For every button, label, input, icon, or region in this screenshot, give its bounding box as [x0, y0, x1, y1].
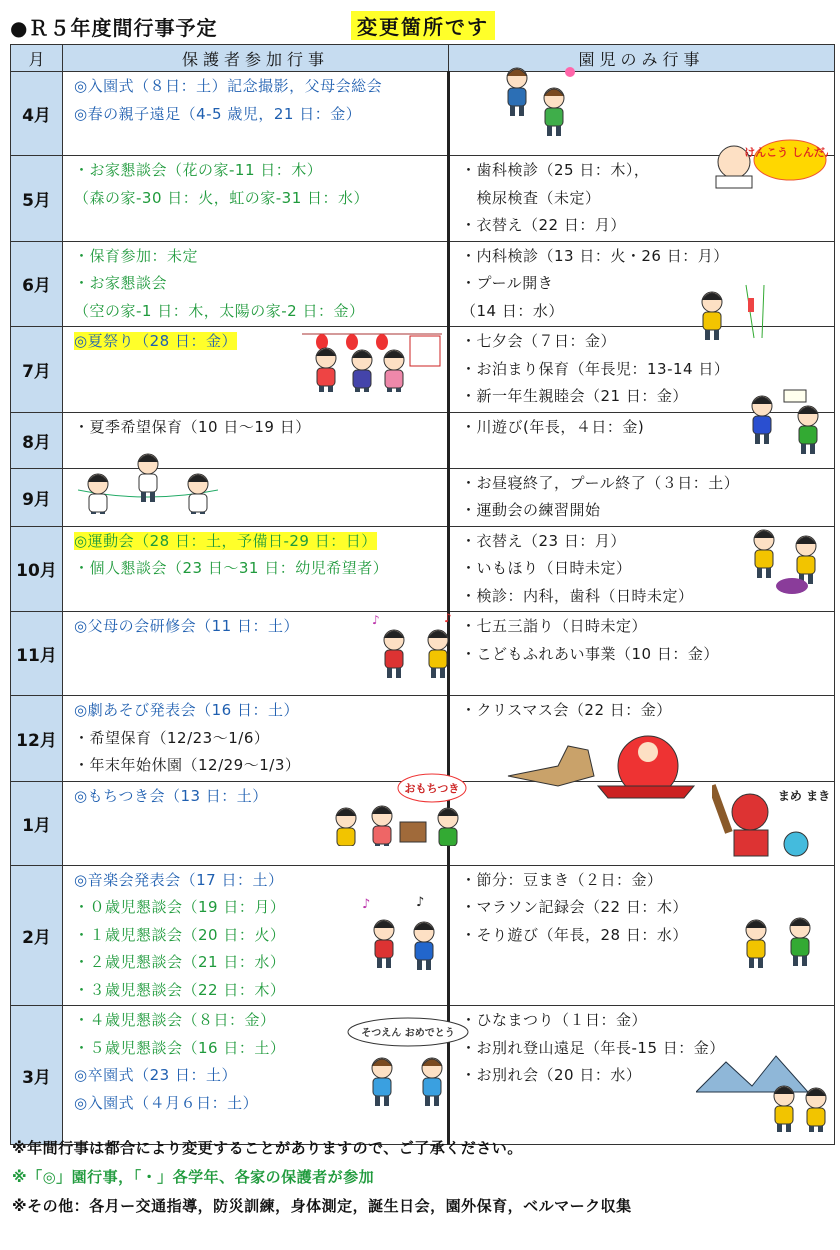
child-events-cell [449, 468, 835, 526]
mochi-art-text: おもちつき [404, 782, 460, 795]
month-label: 4月 [11, 72, 63, 156]
header-month: 月 [11, 45, 63, 72]
parent-events-cell [63, 526, 449, 612]
health-checkup-art-text: けんこう しんだん [744, 146, 828, 159]
parent-events-cell [63, 696, 449, 782]
event-line [451, 697, 833, 725]
event-line [451, 212, 833, 240]
mochi-illustration [330, 770, 470, 846]
event-text: ・節分：豆まき（２日：金） [461, 870, 663, 889]
event-text: ・衣替え（22 日：月） [461, 216, 626, 234]
event-line [451, 470, 833, 498]
event-line [64, 528, 446, 556]
event-text: ・１歳児懇談会（20 日：火） [74, 925, 286, 944]
month-row-apr [11, 72, 835, 156]
event-text: ・内科検診（13 日：火・26 日：月） [461, 246, 729, 265]
event-text: ・いもほり（日時未定） [461, 559, 632, 577]
svg-text:♪: ♪ [416, 895, 425, 910]
event-text: ・マラソン記録会（22 日：木） [461, 898, 688, 916]
month-row-oct [11, 526, 835, 612]
event-line [64, 270, 446, 298]
event-text: （14 日：水） [461, 301, 564, 320]
month-label: 5月 [11, 156, 63, 242]
event-text: ・保育参加：未定 [74, 246, 199, 265]
event-text: ・七夕会（７日：金） [461, 332, 617, 350]
event-text: ・お泊まり保育（年長児：13-14 日） [461, 359, 730, 378]
event-text: ・お別れ会（20 日：水） [461, 1066, 642, 1084]
event-line [64, 101, 446, 129]
event-text: ・新一年生親睦会（21 日：金） [461, 387, 688, 405]
doctor-illustration [712, 136, 828, 190]
event-line [64, 414, 446, 442]
event-text: ◎夏祭り（28 日：金） [74, 332, 237, 350]
event-text: ・お家懇談会 [74, 274, 168, 292]
event-text: ・お別れ登山遠足（年長-15 日：金） [461, 1038, 725, 1057]
month-label: 12月 [11, 696, 63, 782]
santa-illustration [498, 726, 704, 804]
svg-text:♪: ♪ [444, 612, 452, 625]
child-events-cell [449, 612, 835, 696]
event-text: ・プール開き [461, 274, 554, 292]
notes-section [12, 1134, 832, 1221]
event-line [451, 1007, 833, 1035]
month-label: 2月 [11, 865, 63, 1006]
potato-dig-illustration [740, 520, 832, 596]
event-text: ◎もちつき会（13 日：土） [74, 786, 268, 805]
changes-highlight-label: 変更箇所です [351, 11, 495, 40]
graduation-illustration [346, 1016, 470, 1112]
event-line [451, 298, 833, 326]
page-title: ●Ｒ５年度間行事予定 [10, 16, 218, 40]
month-label: 1月 [11, 781, 63, 865]
event-text: 検尿検査（未定） [461, 188, 601, 207]
event-text: ・４歳児懇談会（８日：金） [74, 1011, 276, 1029]
event-line [451, 328, 833, 356]
event-line [451, 867, 833, 895]
note-line [12, 1163, 832, 1192]
month-label: 9月 [11, 468, 63, 526]
svg-text:♪: ♪ [362, 897, 371, 912]
oni-illustration [712, 778, 830, 862]
note-legend: ※「◎」園行事，「・」各学年、各家の保護者が参加 [12, 1168, 375, 1186]
event-line [451, 356, 833, 384]
event-text: ・クリスマス会（22 日：金） [461, 701, 672, 719]
table-header-row [11, 45, 835, 72]
event-line [451, 243, 833, 271]
parent-events-cell [63, 156, 449, 242]
event-text: ・七五三詣り（日時未定） [461, 617, 648, 635]
event-line [64, 243, 446, 271]
music-kids-illustration [366, 612, 462, 688]
header-child-events: 園児のみ行事 [449, 45, 835, 72]
event-line [451, 270, 833, 298]
sleepover-illustration [740, 388, 832, 456]
graduation-art-text: そつえん おめでとう [361, 1028, 455, 1039]
note-line: ※その他：各月ー交通指導，防災訓練，身体測定，誕生日会，園外保育，ベルマーク収集 [12, 1197, 632, 1215]
festival-illustration [302, 326, 442, 392]
event-text: ◎劇あそび発表会（16 日：土） [74, 701, 299, 719]
event-line [64, 555, 446, 583]
month-label: 3月 [11, 1006, 63, 1145]
month-label: 8月 [11, 412, 63, 468]
event-text: ・こどもふれあい事業（10 日：金） [461, 644, 719, 663]
event-line [64, 697, 446, 725]
singing-kids-illustration [356, 892, 448, 976]
schedule-table [10, 44, 835, 1145]
event-line [64, 157, 446, 185]
event-text: ・川遊び(年長，４日：金) [461, 417, 645, 436]
event-line [64, 867, 446, 895]
event-text: ◎春の親子遠足（4-5 歳児，21 日：金） [74, 104, 362, 123]
event-text: ・２歳児懇談会（21 日：水） [74, 953, 286, 971]
note-line: ※年間行事は都合により変更することがありますので、ご了承ください。 [12, 1139, 523, 1157]
month-row-may [11, 156, 835, 242]
hiking-illustration [696, 1042, 832, 1132]
event-text: ・個人懇談会（23 日～31 日：幼児希望者） [74, 559, 389, 577]
event-text: ・お家懇談会（花の家-11 日：木） [74, 161, 323, 179]
event-text: ◎父母の会研修会（11 日：土） [74, 617, 299, 635]
event-line [64, 977, 446, 1005]
event-text: ・衣替え（23 日：月） [461, 531, 626, 550]
month-label: 11月 [11, 612, 63, 696]
event-line [64, 185, 446, 213]
parent-events-cell [63, 241, 449, 327]
event-line [64, 298, 446, 326]
tanabata-illustration [684, 280, 774, 340]
event-text: ・０歳児懇談会（19 日：月） [74, 898, 286, 916]
sports-kids-illustration [78, 444, 218, 514]
event-text: ・夏季希望保育（10 日～19 日） [74, 417, 311, 436]
event-line [64, 73, 446, 101]
event-text: ・希望保育（12/23～1/6） [74, 728, 270, 747]
event-text: ・そり遊び（年長，28 日：水） [461, 925, 688, 944]
event-text: ・運動会の練習開始 [461, 501, 601, 519]
month-label: 6月 [11, 241, 63, 327]
event-text: （森の家-30 日：火，虹の家-31 日：水） [74, 188, 370, 207]
event-text: （空の家-1 日：木，太陽の家-2 日：金） [74, 301, 365, 320]
event-line [451, 613, 833, 641]
event-text: ◎入園式（８日：土）記念撮影，父母会総会 [74, 77, 383, 95]
month-label: 7月 [11, 327, 63, 413]
month-label: 10月 [11, 526, 63, 612]
event-text: ◎音楽会発表会（17 日：土） [74, 870, 284, 889]
marathon-illustration [726, 904, 830, 982]
title-row [6, 8, 834, 40]
event-text: ・お昼寝終了，プール終了（３日：土） [461, 473, 740, 492]
event-text: ・年末年始休園（12/29～1/3） [74, 756, 301, 774]
event-line [64, 725, 446, 753]
event-text: ・３歳児懇談会（22 日：木） [74, 980, 286, 999]
mamemaki-art-text: まめ まき [777, 789, 830, 803]
header-parent-events: 保護者参加行事 [63, 45, 449, 72]
event-text: ・検診：内科，歯科（日時未定） [461, 586, 694, 605]
mother-child-illustration [492, 60, 582, 145]
event-text: ・５歳児懇談会（16 日：土） [74, 1038, 286, 1057]
parent-events-cell [63, 72, 449, 156]
month-row-dec [11, 696, 835, 782]
child-events-cell [449, 241, 835, 327]
event-text: ◎入園式（４月６日：土） [74, 1093, 259, 1112]
event-text: ◎卒園式（23 日：土） [74, 1066, 237, 1084]
event-line [451, 641, 833, 669]
event-text: ◎運動会（28 日：土，予備日-29 日：日） [74, 531, 377, 550]
event-text: ・ひなまつり（１日：金） [461, 1011, 648, 1029]
event-text: ・歯科検診（25 日：木）， [461, 161, 650, 179]
svg-text:♪: ♪ [372, 613, 380, 627]
